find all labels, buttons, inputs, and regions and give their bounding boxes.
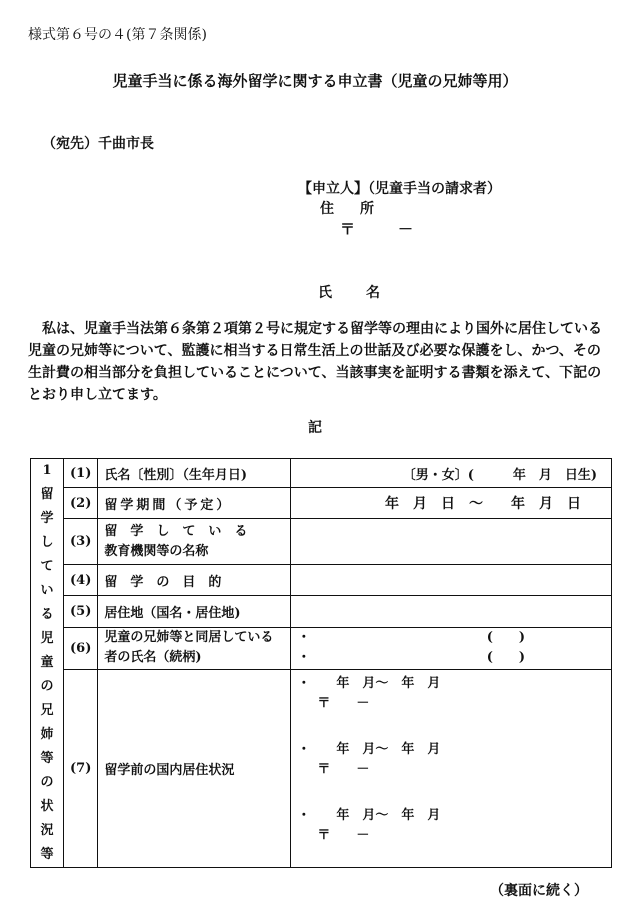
postal-dash: － xyxy=(398,220,414,238)
document-title: 児童手当に係る海外留学に関する申立書（児童の兄姉等用） xyxy=(112,72,518,90)
cohabitant-field[interactable] xyxy=(291,627,612,670)
section-label: 1 留 学 し て い る 児 童 の 兄 姉 等 の 状 況 等 xyxy=(31,459,64,868)
row-number: (1) xyxy=(64,459,98,488)
name-gender-birth-label: 氏名〔性別〕（生年月日) xyxy=(98,459,291,488)
period-text: 年 月～ 年 月 xyxy=(336,742,441,758)
address-label: 住 所 xyxy=(320,201,380,217)
residence-history-entry xyxy=(297,740,605,780)
status-table xyxy=(30,458,612,868)
row-number: (7) xyxy=(64,670,98,868)
study-period-label: 留学期間（予定） xyxy=(98,488,291,519)
institution-name-field[interactable] xyxy=(291,519,612,565)
continue-note: （裏面に続く） xyxy=(490,883,588,899)
period-text: 年 月～ 年 月 xyxy=(336,808,441,824)
name-label: 氏 名 xyxy=(318,285,390,301)
prior-residence-label: 留学前の国内居住状況 xyxy=(98,670,291,868)
bullet-dot: ・ xyxy=(297,808,311,824)
row-number: (5) xyxy=(64,596,98,627)
postal-mark: 〒 xyxy=(340,220,356,238)
study-period-field[interactable]: 年 月 日 ～ 年 月 日 xyxy=(291,488,612,519)
study-purpose-label: 留 学 の 目 的 xyxy=(98,565,291,596)
row-number: (3) xyxy=(64,519,98,565)
cohabitant-line xyxy=(297,648,605,668)
residence-label: 居住地（国名・居住地) xyxy=(98,596,291,627)
name-gender-birth-field[interactable]: 〔男・女〕( 年 月 日生) xyxy=(291,459,612,488)
row-number: (6) xyxy=(64,627,98,670)
addressee: （宛先）千曲市長 xyxy=(42,136,154,152)
study-purpose-field[interactable] xyxy=(291,565,612,596)
postal-line: 〒 － xyxy=(317,696,370,712)
statement-body: 私は、児童手当法第６条第２項第２号に規定する留学等の理由により国外に居住している児童の兄姉等について、監護に相当する日常生活上の世話及び必要な保護をし、かつ、その生計費の相当部分を負担していることについて、当該事実を証明する書類を添えて、下記のとおり申し立てます。 xyxy=(28,321,602,403)
cohabitant-line xyxy=(297,628,605,648)
form-number: 様式第６号の４(第７条関係) xyxy=(28,27,207,43)
ki-heading: 記 xyxy=(308,420,322,436)
residence-history-entry xyxy=(297,674,605,714)
row-number: (4) xyxy=(64,565,98,596)
bullet-dot: ・ xyxy=(297,742,311,758)
period-text: 年 月～ 年 月 xyxy=(336,676,441,692)
relation-paren: ( ) xyxy=(486,650,525,666)
prior-residence-field[interactable] xyxy=(291,670,612,868)
applicant-label: 【申立人】（児童手当の請求者） xyxy=(298,181,501,197)
relation-paren: ( ) xyxy=(486,630,525,646)
postal-line: 〒 － xyxy=(317,828,370,844)
residence-field[interactable] xyxy=(291,596,612,627)
residence-history-entry xyxy=(297,806,605,846)
bullet-dot: ・ xyxy=(297,630,311,646)
row-number: (2) xyxy=(64,488,98,519)
bullet-dot: ・ xyxy=(297,650,311,666)
bullet-dot: ・ xyxy=(297,676,311,692)
postal-line: 〒 － xyxy=(317,762,370,778)
institution-name-label: 留 学 し て い る 教育機関等の名称 xyxy=(98,519,291,565)
cohabitant-label: 児童の兄姉等と同居している者の氏名（続柄) xyxy=(98,627,291,670)
